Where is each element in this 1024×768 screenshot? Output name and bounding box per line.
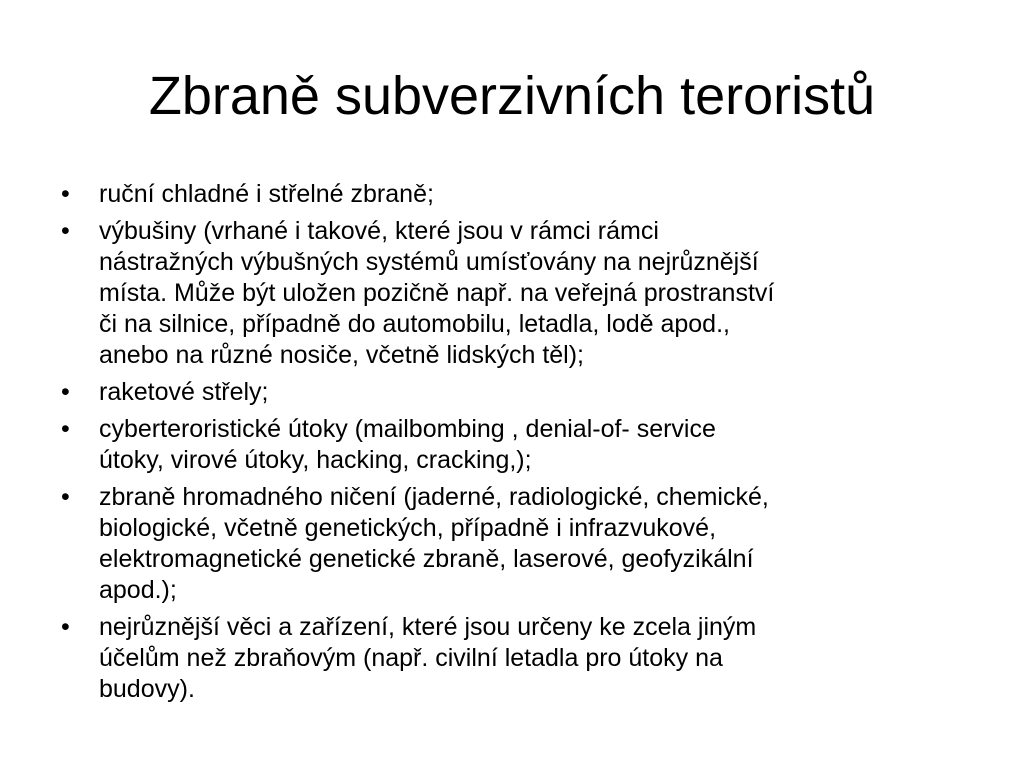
bullet-text: cyberteroristické útoky (mailbombing , denial-of- service útoky, virové útoky, hacking, cracking,); [99, 415, 716, 474]
bullet-icon: • [61, 613, 70, 641]
bullet-icon: • [61, 180, 70, 208]
bullet-text: výbušiny (vrhané i takové, které jsou v rámci rámci nástražných výbušných systémů umísťovány na nejrůznější místa. Může být uložen pozičně např. na veřejná prostranství či na silnice, případně do automobilu, letadla, lodě apod., anebo na různé nosiče, včetně lidských těl); [99, 217, 775, 369]
slide-title: Zbraně subverzivních teroristů [148, 66, 876, 126]
list-item [61, 216, 961, 371]
bullet-icon: • [61, 483, 70, 511]
bullet-text: ruční chladné i střelné zbraně; [99, 180, 434, 208]
bullet-icon: • [61, 378, 70, 406]
list-item [61, 377, 961, 408]
list-item [61, 482, 961, 606]
bullet-icon: • [61, 217, 70, 245]
list-item [61, 179, 961, 210]
list-item [61, 612, 961, 705]
bullet-text: nejrůznější věci a zařízení, které jsou určeny ke zcela jiným účelům než zbraňovým (např. civilní letadla pro útoky na budovy). [99, 613, 757, 703]
bullet-text: zbraně hromadného ničení (jaderné, radiologické, chemické, biologické, včetně genetických, případně i infrazvukové, elektromagnetické genetické zbraně, laserové, geofyzikální apod.); [99, 483, 769, 604]
bullet-list [61, 179, 961, 711]
list-item [61, 414, 961, 476]
bullet-text: raketové střely; [99, 378, 269, 406]
bullet-icon: • [61, 415, 70, 443]
